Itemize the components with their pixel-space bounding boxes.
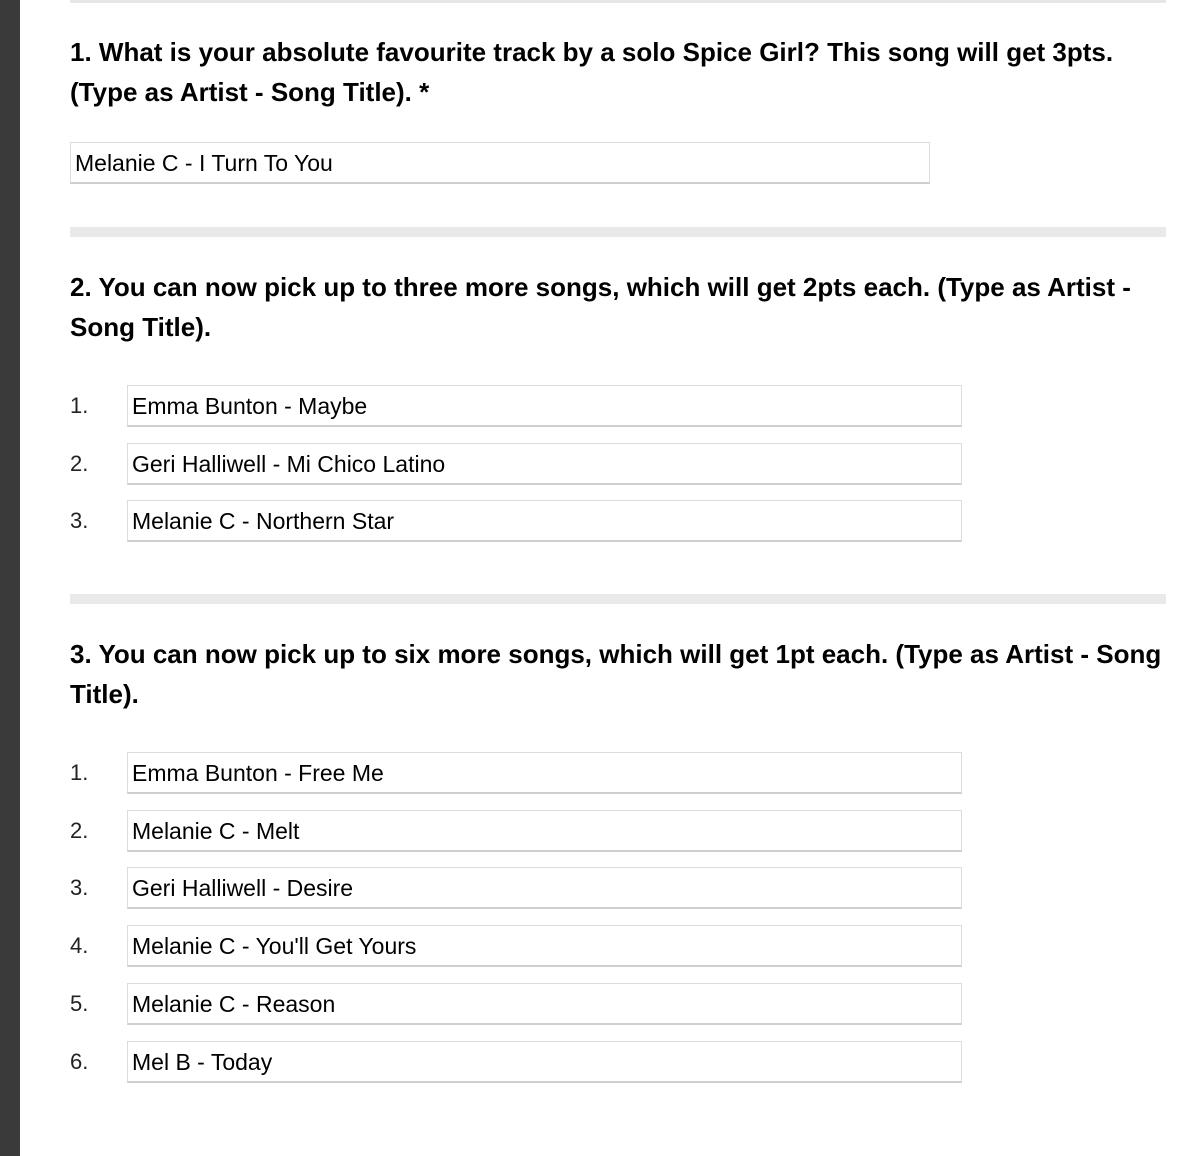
question-2-item-2-number: 2.: [70, 451, 89, 476]
question-3-input-5[interactable]: Melanie C - Reason: [127, 983, 962, 1025]
question-3-input-2[interactable]: Melanie C - Melt: [127, 810, 962, 852]
question-3-item-3-number: 3.: [70, 875, 89, 900]
top-divider: [70, 0, 1166, 3]
question-2-title: 2. You can now pick up to three more songs, which will get 2pts each. (Type as Artist - Song Title).: [70, 272, 1131, 342]
question-3-item-4-number: 4.: [70, 933, 89, 958]
question-3-title: 3. You can now pick up to six more songs, which will get 1pt each. (Type as Artist - Song Title).: [70, 639, 1162, 709]
question-3-item-6-number: 6.: [70, 1049, 89, 1074]
question-3-input-1[interactable]: Emma Bunton - Free Me: [127, 752, 962, 794]
question-1-input[interactable]: Melanie C - I Turn To You: [70, 142, 930, 184]
window-left-edge: [0, 0, 20, 1156]
question-3-item-1-number: 1.: [70, 760, 89, 785]
question-2-item-3-number: 3.: [70, 508, 89, 533]
section-divider-2: [70, 594, 1166, 604]
question-3-input-4[interactable]: Melanie C - You'll Get Yours: [127, 925, 962, 967]
section-divider-1: [70, 227, 1166, 237]
question-2-input-1[interactable]: Emma Bunton - Maybe: [127, 385, 962, 427]
question-3-item-2-number: 2.: [70, 818, 89, 843]
question-2-input-3[interactable]: Melanie C - Northern Star: [127, 500, 962, 542]
question-1-title: 1. What is your absolute favourite track by a solo Spice Girl? This song will get 3pts. (Type as Artist - Song Title). *: [70, 37, 1114, 107]
question-3-input-6[interactable]: Mel B - Today: [127, 1041, 962, 1083]
question-2-input-2[interactable]: Geri Halliwell - Mi Chico Latino: [127, 443, 962, 485]
question-3-input-3[interactable]: Geri Halliwell - Desire: [127, 867, 962, 909]
question-3-item-5-number: 5.: [70, 991, 89, 1016]
question-2-item-1-number: 1.: [70, 393, 89, 418]
